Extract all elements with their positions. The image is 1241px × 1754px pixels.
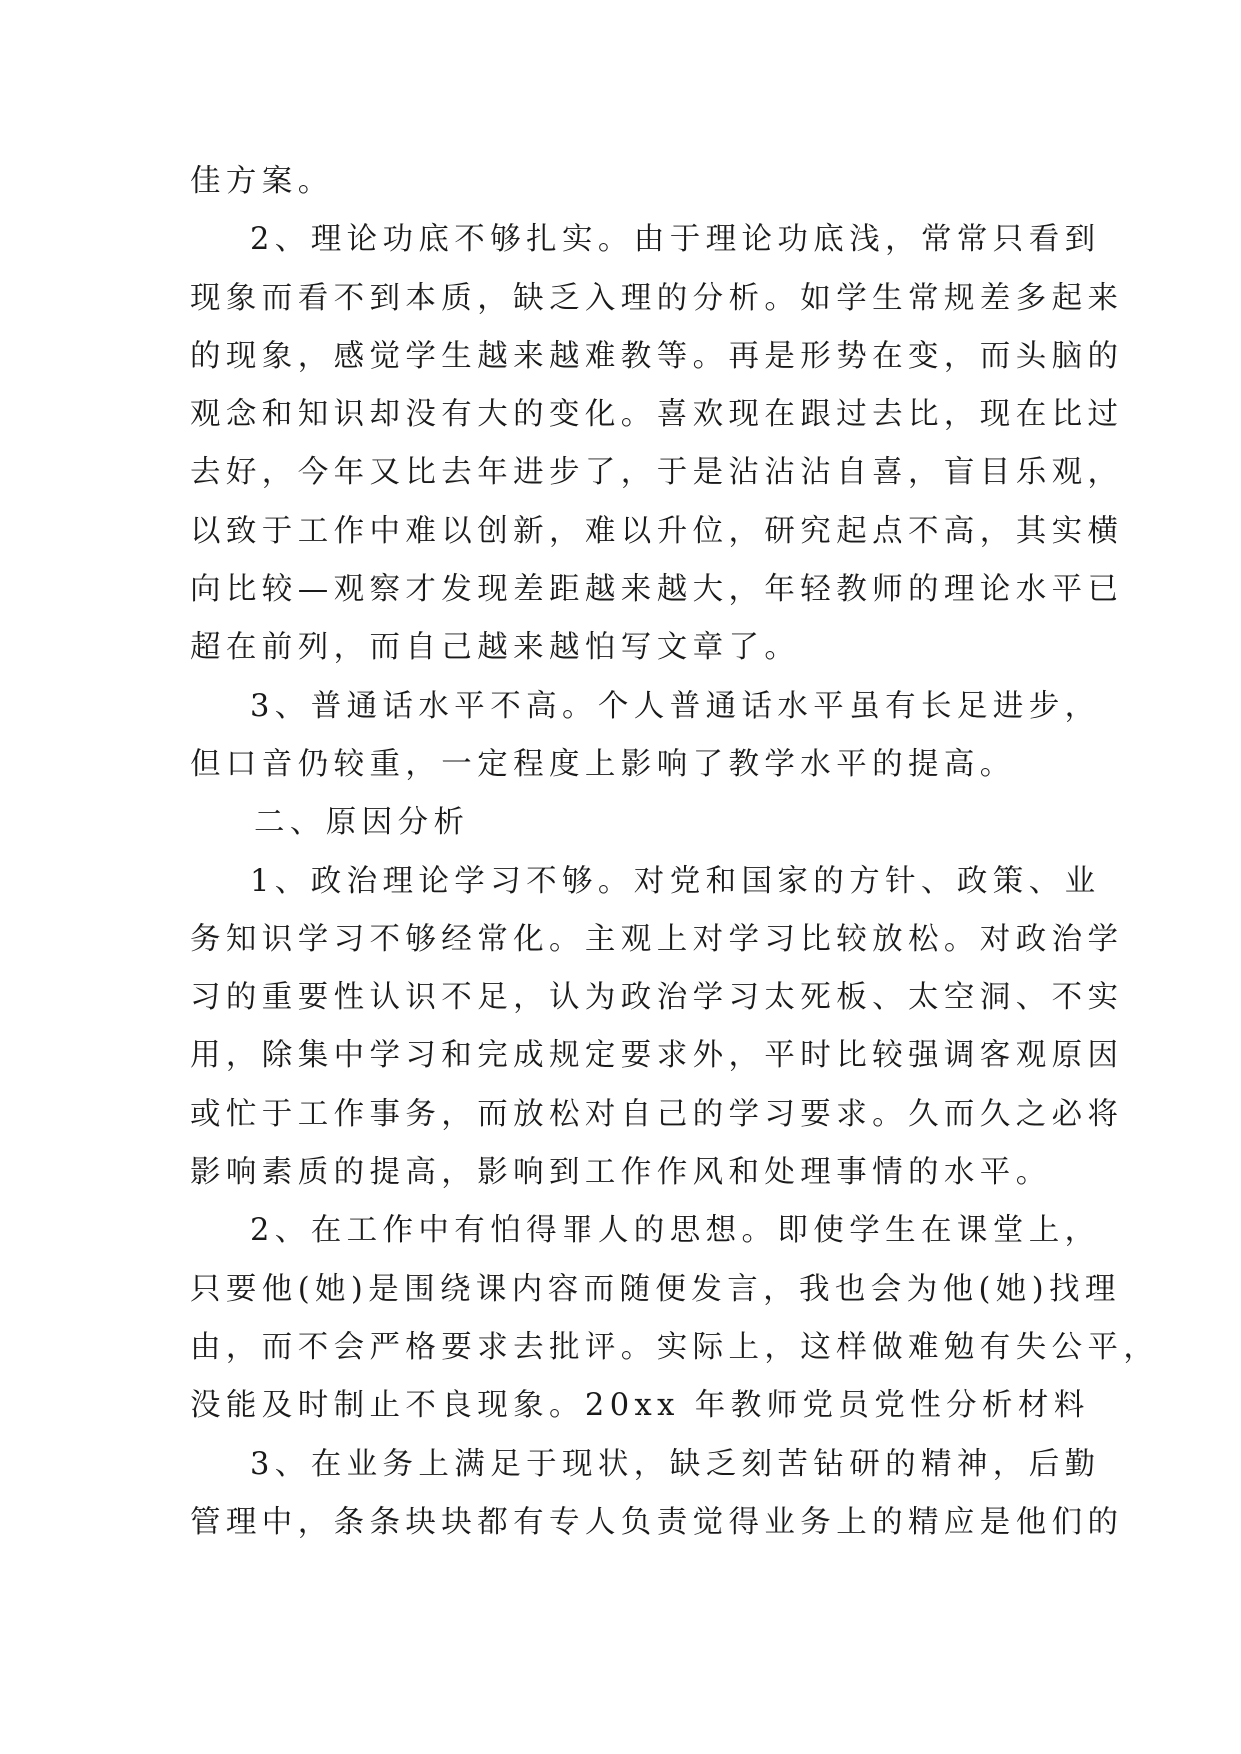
text-line: 观念和知识却没有大的变化。喜欢现在跟过去比，现在比过 — [190, 397, 1124, 433]
text-line: 习的重要性认识不足，认为政治学习太死板、太空洞、不实 — [190, 980, 1124, 1016]
text-line: 只要他(她)是围绕课内容而随便发言，我也会为他(她)找理 — [190, 1271, 1121, 1307]
text-line: 或忙于工作事务，而放松对自己的学习要求。久而久之必将 — [190, 1096, 1124, 1132]
text-line: 务知识学习不够经常化。主观上对学习比较放松。对政治学 — [190, 921, 1124, 957]
text-line: 1、政治理论学习不够。对党和国家的方针、政策、业 — [250, 863, 1101, 899]
text-line: 管理中，条条块块都有专人负责觉得业务上的精应是他们的 — [190, 1504, 1124, 1540]
text-line: 但口音仍较重，一定程度上影响了教学水平的提高。 — [190, 746, 1016, 782]
text-line: 以致于工作中难以创新，难以升位，研究起点不高，其实横 — [190, 513, 1124, 549]
text-line: 去好，今年又比去年进步了，于是沾沾沾自喜，盲目乐观， — [190, 455, 1124, 491]
text-line: 的现象，感觉学生越来越难教等。再是形势在变，而头脑的 — [190, 338, 1124, 374]
text-line: 没能及时制止不良现象。20xx 年教师党员党性分析材料 — [190, 1388, 1090, 1424]
text-line: 影响素质的提高，影响到工作作风和处理事情的水平。 — [190, 1155, 1052, 1191]
text-line: 2、理论功底不够扎实。由于理论功底浅，常常只看到 — [250, 222, 1101, 258]
section-heading: 二、原因分析 — [254, 805, 470, 841]
text-line: 3、在业务上满足于现状，缺乏刻苦钻研的精神，后勤 — [250, 1446, 1101, 1482]
text-line: 向比较—观察才发现差距越来越大，年轻教师的理论水平已 — [190, 572, 1124, 608]
text-line: 2、在工作中有怕得罪人的思想。即使学生在课堂上， — [250, 1213, 1101, 1249]
text-line: 用，除集中学习和完成规定要求外，平时比较强调客观原因 — [190, 1038, 1124, 1074]
text-line: 3、普通话水平不高。个人普通话水平虽有长足进步， — [250, 688, 1101, 724]
document-body — [190, 153, 1160, 1552]
text-line: 佳方案。 — [190, 164, 334, 199]
text-line: 由，而不会严格要求去批评。实际上，这样做难勉有失公平， — [190, 1329, 1160, 1365]
text-line: 超在前列，而自己越来越怕写文章了。 — [190, 630, 801, 666]
text-line: 现象而看不到本质，缺乏入理的分析。如学生常规差多起来 — [190, 280, 1124, 316]
